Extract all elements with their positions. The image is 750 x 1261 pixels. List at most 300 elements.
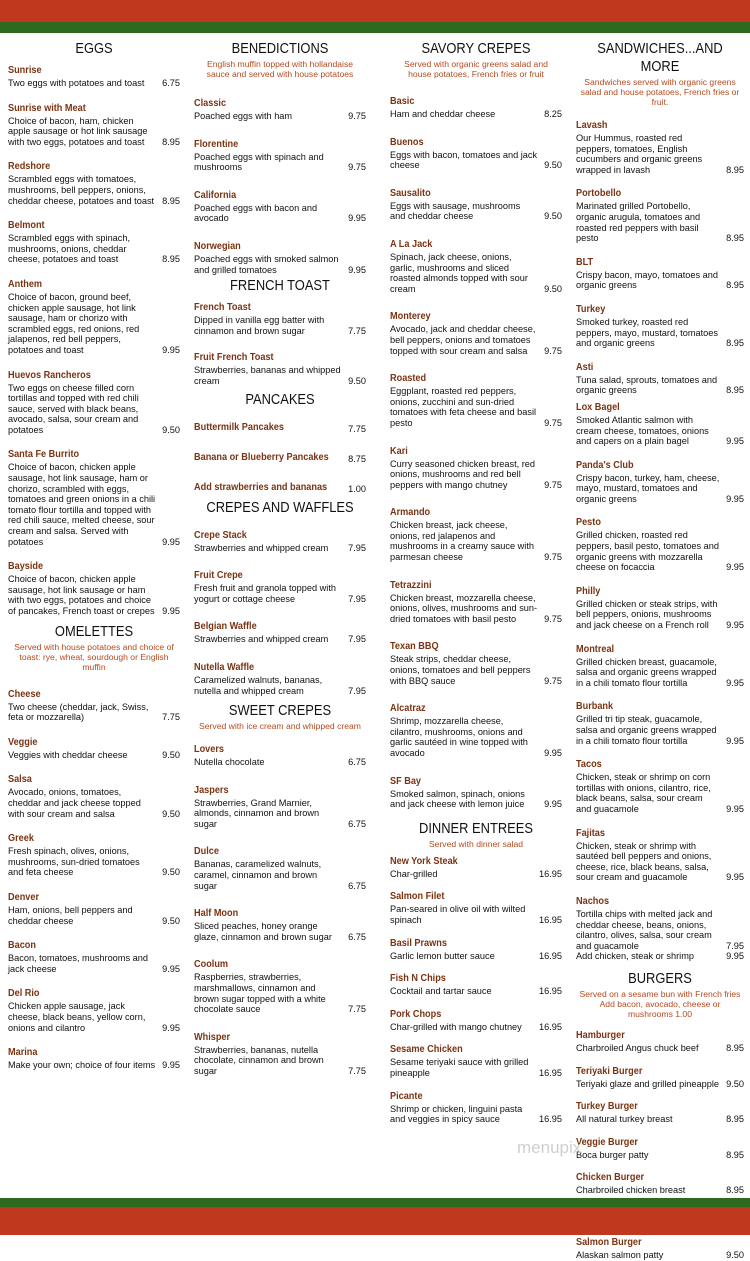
menu-item-name: Del Rio bbox=[8, 988, 40, 1000]
menu-item bbox=[390, 306, 562, 356]
menu-item-description: Strawberries and whipped cream bbox=[194, 542, 329, 553]
menu-item-price: 9.95 bbox=[726, 872, 744, 883]
menu-item-name: Anthem bbox=[8, 278, 43, 290]
menu-item-description: Sliced peaches, honey orange glaze, cinnamon and brown sugar bbox=[194, 921, 332, 942]
menu-item-description: Steak strips, cheddar cheese, onions, tomatoes and bell peppers with BBQ sauce bbox=[390, 654, 531, 686]
menu-item-price: 16.95 bbox=[539, 1067, 562, 1078]
menu-item-description: Poached eggs with bacon and avocado bbox=[194, 202, 318, 224]
menu-item-price: 8.95 bbox=[726, 280, 744, 291]
menu-item-name: Bayside bbox=[8, 561, 44, 573]
menu-item bbox=[576, 1025, 744, 1054]
menu-item-description: Avocado, onions, tomatoes, cheddar and jack cheese topped with sour cream and salsa bbox=[8, 787, 141, 819]
menu-item-name: Classic bbox=[194, 98, 227, 109]
menu-item bbox=[194, 93, 366, 122]
menu-item-name: Nachos bbox=[576, 895, 610, 907]
menu-item-name: Santa Fe Burrito bbox=[8, 449, 80, 461]
section-title-omelettes: OMELETTES bbox=[54, 622, 134, 640]
menu-item-description: Ham, onions, bell peppers and cheddar cheese bbox=[8, 904, 133, 926]
menu-item-price: 9.95 bbox=[726, 493, 744, 504]
menu-item-description: Two eggs with potatoes and toast bbox=[8, 78, 145, 88]
menu-item-name: Florentine bbox=[194, 138, 239, 150]
menu-item-description: Charbroiled Angus chuck beef bbox=[576, 1042, 699, 1053]
menu-item-description: Crispy bacon, mayo, tomatoes and organic greens bbox=[576, 269, 718, 291]
menu-item-price: 1.00 bbox=[348, 483, 366, 494]
menu-item-name: Veggie Burger bbox=[576, 1136, 638, 1148]
burgers-subtitle: Served on a sesame bun with French fries Add bacon, avocado, cheese or mushrooms 1.00 bbox=[579, 988, 741, 1019]
menu-item-price: 6.75 bbox=[348, 818, 366, 829]
menu-item-name: Pork Chops bbox=[390, 1008, 442, 1020]
menu-item-description: Sesame teriyaki sauce with grilled pineapple bbox=[390, 1057, 529, 1078]
menu-item-price: 7.75 bbox=[348, 1066, 366, 1076]
menu-item-description: Fresh fruit and granola topped with yogurt or cottage cheese bbox=[194, 583, 336, 604]
menu-item-price: 16.95 bbox=[539, 914, 562, 925]
savory-crepes-list bbox=[390, 91, 562, 810]
menu-item-price: 9.50 bbox=[726, 1250, 744, 1261]
menu-item-name: Greek bbox=[8, 833, 34, 845]
menu-item-price: 8.95 bbox=[726, 1042, 744, 1053]
menu-item-description: Grilled chicken or steak strips, with bell peppers, onions, mushrooms and jack cheese on a French roll bbox=[576, 598, 718, 631]
menu-item-name: Add strawberries and bananas bbox=[194, 481, 328, 493]
menu-item bbox=[576, 639, 744, 689]
menu-item-name: Turkey Burger bbox=[576, 1101, 638, 1113]
menu-item-name: Half Moon bbox=[194, 908, 239, 920]
menu-item bbox=[576, 455, 744, 505]
menu-item-description: Poached eggs with spinach and mushrooms bbox=[194, 151, 324, 173]
menu-item-name: Roasted bbox=[390, 373, 427, 385]
menu-item bbox=[8, 365, 180, 436]
menu-item-description: Strawberries, bananas, nutella chocolate, cinnamon and brown sugar bbox=[194, 1044, 324, 1076]
menu-item bbox=[390, 183, 562, 222]
menu-item-description: Choice of bacon, chicken apple sausage, hot link sausage or ham with two eggs, potatoes and choice of pancakes, French toast or crepes bbox=[8, 574, 155, 616]
menu-item-price: 9.50 bbox=[726, 1078, 744, 1089]
sandwiches-list bbox=[576, 115, 744, 962]
menu-item-name: A La Jack bbox=[390, 238, 433, 250]
menu-item-name: Basil Prawns bbox=[390, 937, 447, 949]
menu-item-name: Monterey bbox=[390, 311, 431, 323]
menu-item-description: Char-grilled with mango chutney bbox=[390, 1021, 522, 1032]
menu-item-description: Our Hummus, roasted red peppers, tomatoes, English cucumbers and organic greens wrapped in lavash bbox=[576, 133, 703, 175]
menu-item bbox=[8, 215, 180, 265]
menu-item-name: Armando bbox=[390, 507, 431, 519]
menu-item bbox=[8, 1042, 180, 1071]
menu-item-description: Choice of bacon, chicken apple sausage, hot link sausage, ham or chorizo, scrambled with eggs, tomatoes and green onions in a chili tomato flour tortilla and topped with red chili sauce, melted cheese, sour cream and salsa. Served with potatoes bbox=[8, 462, 156, 547]
menu-item-description: Charbroiled chicken breast bbox=[576, 1185, 686, 1196]
menu-item-description: Chicken apple sausage, jack cheese, black beans, yellow corn, onions and cilantro bbox=[8, 1001, 146, 1033]
menu-item bbox=[576, 581, 744, 631]
menu-item bbox=[8, 156, 180, 206]
menu-item-name: Redshore bbox=[8, 161, 51, 173]
top-green-band bbox=[0, 22, 750, 33]
menu-item-description: Poached eggs with ham bbox=[194, 111, 293, 121]
menu-item-price: 16.95 bbox=[539, 1021, 562, 1032]
menu-column-4 bbox=[576, 40, 744, 1261]
menu-item-price: 6.75 bbox=[162, 78, 180, 88]
menu-item-name: Lox Bagel bbox=[576, 401, 620, 413]
menu-item-description: Chicken breast, mozzarella cheese, onions, olives, mushrooms and sun-dried tomatoes with basil pesto bbox=[390, 592, 538, 624]
menu-item-description: Add chicken, steak or shrimp bbox=[576, 951, 694, 962]
menu-item-price: 7.95 bbox=[726, 940, 744, 951]
menu-item-name: Salsa bbox=[8, 774, 32, 786]
section-title-french-toast: FRENCH TOAST bbox=[230, 277, 330, 295]
menu-item-description: Teriyaki glaze and grilled pineapple bbox=[576, 1078, 720, 1089]
dinner-entrees-list bbox=[390, 851, 562, 1125]
menu-item-name: New York Steak bbox=[390, 855, 458, 867]
menu-item-description: Scrambled eggs with tomatoes, mushrooms, bell peppers, onions, cheddar cheese, potatoes and toast bbox=[8, 174, 155, 206]
menu-item bbox=[390, 886, 562, 925]
menu-item-price: 9.50 bbox=[162, 808, 180, 819]
menu-item-description: Nutella chocolate bbox=[194, 757, 265, 768]
menu-item-description: Ham and cheddar cheese bbox=[390, 109, 496, 119]
menu-item-description: Poached eggs with smoked salmon and grilled tomatoes bbox=[194, 253, 339, 275]
menu-item-price: 8.95 bbox=[726, 1149, 744, 1160]
menu-item bbox=[194, 780, 366, 830]
menu-item bbox=[390, 1004, 562, 1033]
menu-item-name: California bbox=[194, 189, 237, 201]
menu-item-price: 9.95 bbox=[162, 963, 180, 974]
menu-item bbox=[390, 234, 562, 294]
menu-item bbox=[194, 417, 366, 435]
menu-item-description: Cocktail and tartar sauce bbox=[390, 986, 492, 997]
menu-item-name: Picante bbox=[390, 1090, 423, 1102]
menu-item-name: Jaspers bbox=[194, 784, 229, 796]
menu-item bbox=[576, 512, 744, 572]
menu-item-price: 6.75 bbox=[348, 931, 366, 942]
menu-item bbox=[8, 60, 180, 89]
menu-item-description: Smoked turkey, roasted red peppers, mayo, mustard, tomatoes and organic greens bbox=[576, 316, 718, 349]
menu-item-price: 9.50 bbox=[544, 160, 562, 171]
menu-item-name: Denver bbox=[8, 891, 40, 903]
menu-item-price: 6.75 bbox=[348, 880, 366, 891]
menu-item-price: 9.50 bbox=[162, 915, 180, 926]
menu-item-price: 9.95 bbox=[544, 748, 562, 758]
menu-item-description: Two cheese (cheddar, jack, Swiss, feta or mozzarella) bbox=[8, 701, 149, 723]
menu-item bbox=[194, 616, 366, 645]
menu-item bbox=[194, 657, 366, 696]
menu-item bbox=[390, 502, 562, 562]
menu-item-description: Shrimp, mozzarella cheese, cilantro, mushrooms, onions and garlic sautéed in wine topped with avocado bbox=[390, 716, 528, 758]
menu-item bbox=[8, 732, 180, 761]
menu-item-name: Teriyaki Burger bbox=[576, 1065, 643, 1077]
menu-item-price: 7.95 bbox=[348, 634, 366, 645]
menu-column-3 bbox=[390, 40, 562, 1125]
benedictions-list bbox=[194, 93, 366, 275]
menu-item bbox=[576, 357, 744, 396]
menu-item-name: Tetrazzini bbox=[390, 579, 432, 591]
menu-item-name: Nutella Waffle bbox=[194, 661, 255, 673]
menu-item-price: 8.95 bbox=[726, 1114, 744, 1125]
menu-item-description: Eggplant, roasted red peppers, onions, zucchini and sun-dried tomatoes with feta cheese and basil pesto bbox=[390, 386, 537, 428]
menu-item-price: 8.95 bbox=[162, 195, 180, 206]
menu-item-name: Dulce bbox=[194, 846, 219, 858]
menu-item-description: Chicken, steak or shrimp on corn tortillas with onions, cilantro, rice, black beans, salsa, sour cream and guacamole bbox=[576, 772, 711, 814]
menu-item-description: Chicken, steak or shrimp with sautéed bell peppers and onions, cheese, rice, black beans, salsa, sour cream and guacamole bbox=[576, 840, 712, 883]
menu-item-name: Lovers bbox=[194, 744, 224, 756]
menu-item-description: Two eggs on cheese filled corn tortillas and topped with red chili sauce, served with black beans, avocado, salsa, sour cream and potatoes bbox=[8, 382, 139, 435]
menu-item bbox=[8, 983, 180, 1033]
menu-item-price: 9.50 bbox=[348, 375, 366, 386]
menu-item-name: Alcatraz bbox=[390, 703, 426, 715]
sweet-crepes-list bbox=[194, 739, 366, 1077]
menu-item-name: BLT bbox=[576, 256, 594, 268]
menu-item-description: Smoked salmon, spinach, onions and jack cheese with lemon juice bbox=[390, 788, 525, 810]
menu-item-description: Grilled chicken, roasted red peppers, basil pesto, tomatoes and organic greens with mozzarella cheese on focaccia bbox=[576, 530, 720, 573]
menu-item-description: Veggies with cheddar cheese bbox=[8, 749, 128, 760]
menu-item-price: 9.95 bbox=[726, 951, 744, 962]
menu-item-name: Burbank bbox=[576, 701, 614, 713]
menu-item bbox=[576, 183, 744, 243]
menu-item bbox=[576, 299, 744, 349]
menu-item-description: Shrimp or chicken, linguini pasta and veggies in spicy sauce bbox=[390, 1103, 523, 1125]
menu-item-description: Boca burger patty bbox=[576, 1149, 649, 1160]
menupix-watermark: menupix bbox=[517, 1138, 582, 1157]
menu-item-name: Basic bbox=[390, 96, 415, 107]
omelettes-subtitle: Served with house potatoes and choice of toast: rye, wheat, sourdough or English muffin bbox=[14, 641, 174, 672]
menu-item-name: Turkey bbox=[576, 303, 606, 315]
menu-item-description: Spinach, jack cheese, onions, garlic, mushrooms and sliced roasted almonds topped with sour cream bbox=[390, 251, 528, 294]
menu-item-price: 7.75 bbox=[348, 423, 366, 434]
menu-item-description: Raspberries, strawberries, marshmallows, cinnamon and brown sugar topped with a white chocolate sauce bbox=[194, 972, 326, 1015]
menu-item-price: 9.95 bbox=[162, 1060, 180, 1071]
menu-item bbox=[194, 841, 366, 891]
menu-item-name: Fruit Crepe bbox=[194, 570, 243, 582]
menu-item-price: 9.95 bbox=[544, 799, 562, 810]
menu-item-description: Dipped in vanilla egg batter with cinnamon and brown sugar bbox=[194, 315, 325, 336]
menu-item-price: 9.95 bbox=[162, 606, 180, 616]
menu-item-description: Make your own; choice of four items bbox=[8, 1060, 156, 1071]
menu-item-price: 7.75 bbox=[162, 712, 180, 723]
menu-item-description: Caramelized walnuts, bananas, nutella and whipped cream bbox=[194, 674, 323, 696]
menu-item-price: 9.75 bbox=[544, 613, 562, 624]
menu-item-name: Whisper bbox=[194, 1031, 231, 1043]
menu-item-description: Crispy bacon, turkey, ham, cheese, mayo, mustard, tomatoes and organic greens bbox=[576, 472, 720, 504]
menu-item bbox=[390, 771, 562, 810]
menu-item-description: Grilled chicken breast, guacamole, salsa and organic greens wrapped in a chili tomato flour tortilla bbox=[576, 656, 717, 688]
menu-item-price: 16.95 bbox=[539, 1114, 562, 1125]
menu-item-price: 9.50 bbox=[544, 283, 562, 294]
menu-item bbox=[576, 1061, 744, 1090]
menu-item-name: Sunrise with Meat bbox=[8, 102, 86, 114]
menu-item bbox=[194, 134, 366, 173]
menu-item-name: Fajitas bbox=[576, 827, 605, 839]
menu-item-name: Chicken Burger bbox=[576, 1172, 645, 1184]
menu-item-name: Asti bbox=[576, 361, 594, 373]
menu-item bbox=[576, 115, 744, 175]
menu-item-price: 9.95 bbox=[726, 562, 744, 573]
menu-item-name: Lavash bbox=[576, 120, 608, 131]
menu-item bbox=[194, 447, 366, 465]
menu-item bbox=[194, 525, 366, 554]
menu-item-price: 16.95 bbox=[539, 868, 562, 879]
menu-item-name: Texan BBQ bbox=[390, 641, 439, 653]
menu-item-price: 9.75 bbox=[544, 552, 562, 563]
menu-item-description: Grilled tri tip steak, guacamole, salsa and organic greens wrapped in a chili tomato flour tortilla bbox=[576, 714, 717, 746]
menu-item-price: 8.95 bbox=[726, 1185, 744, 1196]
menu-item-price: 9.95 bbox=[726, 677, 744, 688]
menu-item-description: Chicken breast, jack cheese, onions, red jalapenos and mushrooms in a creamy sauce with parmesan cheese bbox=[390, 520, 534, 563]
menu-item-name: Fish N Chips bbox=[390, 973, 446, 985]
menu-item bbox=[576, 1167, 744, 1196]
menu-item bbox=[8, 769, 180, 819]
menu-item bbox=[8, 828, 180, 878]
top-red-band bbox=[0, 0, 750, 22]
menu-item bbox=[8, 887, 180, 926]
menu-item-description: Strawberries, Grand Marnier, almonds, cinnamon and brown sugar bbox=[194, 797, 320, 829]
menu-item-price: 8.95 bbox=[726, 385, 744, 396]
menu-item-name: Philly bbox=[576, 585, 601, 597]
menu-item-price: 16.95 bbox=[539, 950, 562, 961]
menu-item-price: 8.95 bbox=[162, 136, 180, 147]
menu-item-name: Sunrise bbox=[8, 65, 42, 76]
menu-item-price: 8.25 bbox=[544, 109, 562, 119]
menu-item-name: Bacon bbox=[8, 940, 36, 952]
menu-item-name: Tacos bbox=[576, 759, 602, 771]
menu-item-name: Sausalito bbox=[390, 187, 431, 199]
menu-item-price: 9.95 bbox=[162, 344, 180, 355]
menu-item bbox=[576, 397, 744, 447]
menu-item-description: Marinated grilled Portobello, organic arugula, tomatoes and roasted red peppers with basil pesto bbox=[576, 201, 701, 244]
benedictions-subtitle: English muffin topped with hollandaise sauce and served with house potatoes bbox=[206, 59, 354, 79]
menu-item-name: Norwegian bbox=[194, 240, 241, 252]
sweet-crepes-subtitle: Served with ice cream and whipped cream bbox=[199, 721, 361, 732]
menu-item bbox=[8, 98, 180, 148]
menu-item-price: 9.75 bbox=[348, 162, 366, 173]
menu-item-name: Hamburger bbox=[576, 1029, 625, 1041]
menu-item-price: 7.75 bbox=[348, 1004, 366, 1015]
menu-item-description: Char-grilled bbox=[390, 868, 438, 879]
menu-item-description: Tortilla chips with melted jack and cheddar cheese, beans, onions, cilantro, olives, salsa, sour cream and guacamole bbox=[576, 908, 713, 951]
menu-column-1 bbox=[8, 40, 180, 1071]
menu-item-price: 9.75 bbox=[348, 111, 366, 121]
menu-item-description: Choice of bacon, ground beef, chicken apple sausage, hot link sausage, ham or chorizo with scrambled eggs, red onions, red jalapenos, red bell peppers, potatoes and toast bbox=[8, 291, 140, 355]
menu-item-price: 6.75 bbox=[348, 757, 366, 768]
section-title-eggs: EGGS bbox=[75, 40, 113, 57]
menu-item bbox=[390, 851, 562, 880]
menu-item-price: 8.95 bbox=[162, 254, 180, 265]
menu-item-description: Garlic lemon butter sauce bbox=[390, 950, 495, 961]
menu-item bbox=[390, 1039, 562, 1078]
menu-item-price: 9.75 bbox=[544, 479, 562, 490]
section-title-crepes-waffles: CREPES AND WAFFLES bbox=[206, 498, 354, 516]
menu-item-name: Cheese bbox=[8, 688, 41, 700]
sandwiches-subtitle: Sandwiches served with organic greens salad and house potatoes, French fries or fruit. bbox=[580, 77, 740, 107]
menu-item-description: Bananas, caramelized walnuts, caramel, cinnamon and brown sugar bbox=[194, 859, 322, 891]
menu-item-name: Salmon Burger bbox=[576, 1237, 642, 1249]
section-title-dinner-entrees: DINNER ENTREES bbox=[419, 819, 533, 837]
menu-item-name: Salmon Filet bbox=[390, 891, 445, 903]
menu-item-name: French Toast bbox=[194, 302, 251, 314]
menu-item-description: Fresh spinach, olives, onions, mushrooms, sun-dried tomatoes and feta cheese bbox=[8, 846, 140, 878]
menu-item bbox=[194, 347, 366, 386]
menu-item-name: Pesto bbox=[576, 517, 601, 529]
menu-item bbox=[390, 1086, 562, 1125]
menu-item bbox=[576, 951, 744, 962]
menu-item bbox=[8, 444, 180, 547]
dinner-entrees-subtitle: Served with dinner salad bbox=[428, 838, 524, 849]
section-title-pancakes: PANCAKES bbox=[245, 390, 315, 408]
menu-item-price: 16.95 bbox=[539, 986, 562, 997]
section-title-burgers: BURGERS bbox=[628, 969, 692, 987]
menu-item bbox=[194, 185, 366, 224]
bottom-green-band bbox=[0, 1198, 750, 1207]
menu-item-name: Veggie bbox=[8, 736, 38, 748]
menu-item bbox=[194, 739, 366, 768]
menu-item-price: 9.95 bbox=[726, 620, 744, 631]
menu-item-description: Alaskan salmon patty bbox=[576, 1250, 664, 1261]
menu-item-price: 9.95 bbox=[726, 735, 744, 746]
menu-item-name: Crepe Stack bbox=[194, 529, 247, 541]
menu-item-name: Montreal bbox=[576, 643, 615, 655]
menu-item-name: Belgian Waffle bbox=[194, 621, 257, 633]
menu-item-name: Buenos bbox=[390, 136, 424, 148]
menu-item-name: Panda's Club bbox=[576, 459, 634, 471]
menu-item-price: 8.95 bbox=[726, 233, 744, 244]
menu-item bbox=[194, 1027, 366, 1077]
menu-item-price: 7.95 bbox=[348, 593, 366, 604]
menu-item bbox=[390, 636, 562, 686]
menu-item-price: 9.95 bbox=[162, 1022, 180, 1033]
menu-item-price: 9.50 bbox=[544, 211, 562, 222]
menu-item bbox=[194, 297, 366, 336]
menu-item-description: Scrambled eggs with spinach, mushrooms, onions, cheddar cheese, potatoes and toast bbox=[8, 233, 131, 265]
menu-item-name: Fruit French Toast bbox=[194, 352, 274, 364]
menu-item-description: Smoked Atlantic salmon with cream cheese, tomatoes, onions and capers on a plain bagel bbox=[576, 414, 709, 447]
menu-item-description: Pan-seared in olive oil with wilted spinach bbox=[390, 904, 526, 925]
section-title-savory-crepes: SAVORY CREPES bbox=[421, 40, 531, 57]
menu-item-price: 8.95 bbox=[726, 164, 744, 175]
menu-item-price: 9.50 bbox=[162, 749, 180, 760]
menu-item-price: 9.75 bbox=[544, 675, 562, 686]
menu-item bbox=[390, 933, 562, 962]
menu-item-description: Choice of bacon, ham, chicken apple sausage or hot link sausage with two eggs, potatoes and toast bbox=[8, 115, 148, 147]
menu-item bbox=[576, 1096, 744, 1125]
menu-item-description: Strawberries, bananas and whipped cream bbox=[194, 365, 341, 386]
menu-item-price: 9.95 bbox=[726, 436, 744, 447]
menu-item-price: 9.95 bbox=[162, 536, 180, 547]
menu-item-name: Huevos Rancheros bbox=[8, 369, 91, 381]
menu-item-name: Portobello bbox=[576, 188, 622, 200]
crepes-waffles-list bbox=[194, 525, 366, 697]
menu-item-name: Sesame Chicken bbox=[390, 1044, 463, 1056]
menu-item-price: 8.95 bbox=[726, 338, 744, 349]
menu-item bbox=[194, 903, 366, 942]
menu-item bbox=[8, 684, 180, 723]
menu-item bbox=[194, 954, 366, 1014]
savory-crepes-subtitle: Served with organic greens salad and house potatoes, French fries or fruit bbox=[404, 59, 548, 79]
section-title-benedictions: BENEDICTIONS bbox=[231, 40, 329, 57]
menu-item-price: 7.95 bbox=[348, 685, 366, 696]
menu-item bbox=[390, 132, 562, 171]
menu-item bbox=[576, 754, 744, 814]
menu-item bbox=[576, 1232, 744, 1261]
menu-item-name: Coolum bbox=[194, 959, 229, 971]
menu-item-description: Strawberries and whipped cream bbox=[194, 634, 329, 645]
menu-item-description: Bacon, tomatoes, mushrooms and jack cheese bbox=[8, 953, 148, 974]
section-title-sweet-crepes: SWEET CREPES bbox=[228, 702, 332, 720]
menu-item-price: 7.95 bbox=[348, 542, 366, 553]
french-toast-list bbox=[194, 297, 366, 386]
menu-item-name: Kari bbox=[390, 445, 408, 457]
eggs-list bbox=[8, 60, 180, 617]
menu-item-name: Marina bbox=[8, 1047, 38, 1059]
menu-item bbox=[390, 968, 562, 997]
menu-item bbox=[576, 1132, 744, 1161]
menu-item-description: Tuna salad, sprouts, tomatoes and organic greens bbox=[576, 374, 718, 396]
menu-item-name: Buttermilk Pancakes bbox=[194, 421, 284, 433]
menu-item-name: SF Bay bbox=[390, 775, 422, 787]
menu-column-2 bbox=[194, 40, 366, 1077]
menu-item-price: 9.50 bbox=[162, 424, 180, 435]
menu-item-description: Avocado, jack and cheddar cheese, bell peppers, onions and tomatoes topped with sour cream and salsa bbox=[390, 324, 536, 356]
